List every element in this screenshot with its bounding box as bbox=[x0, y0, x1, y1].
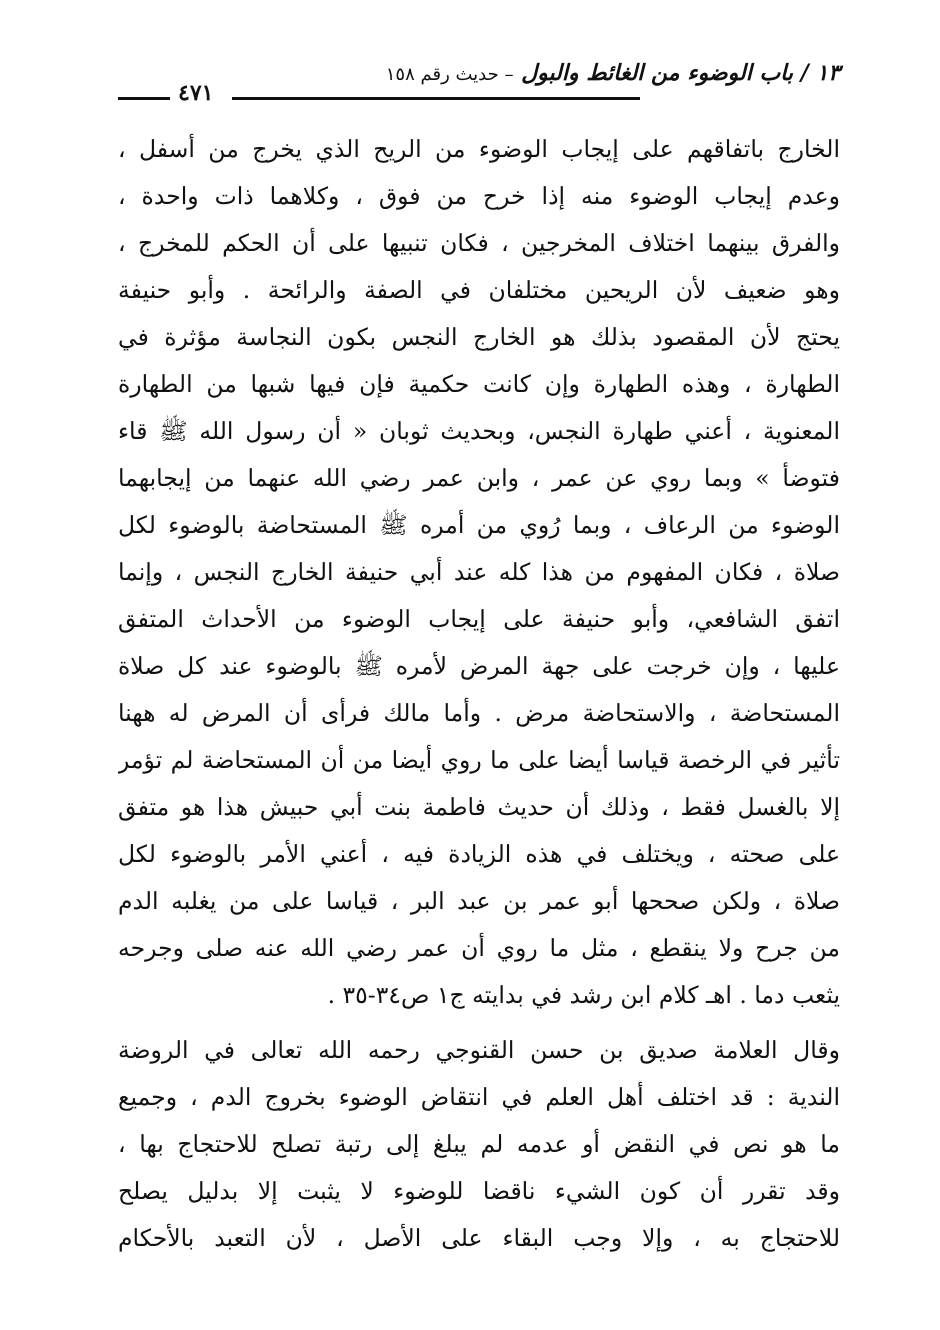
text-line: صلاة ، فكان المفهوم من هذا كله عند أبي حنيفة الخارج النجس ، وإنما bbox=[118, 558, 840, 586]
text-line: وقال العلامة صديق بن حسن القنوجي رحمه الله تعالى في الروضة bbox=[118, 1036, 840, 1064]
text-line: الخارج باتفاقهم على إيجاب الوضوء من الريح الذي يخرج من أسفل ، bbox=[118, 135, 840, 163]
running-header bbox=[118, 60, 840, 104]
text-line: وهو ضعيف لأن الريحين مختلفان في الصفة والرائحة . وأبو حنيفة bbox=[118, 276, 840, 304]
text-line: والفرق بينهما اختلاف المخرجين ، فكان تنبيها على أن الحكم للمخرج ، bbox=[118, 229, 840, 257]
text-line: اتفق الشافعي، وأبو حنيفة على إيجاب الوضوء من الأحداث المتفق bbox=[118, 605, 840, 633]
text-line: الندية : قد اختلف أهل العلم في انتقاض الوضوء بخروج الدم ، وجميع bbox=[118, 1083, 840, 1111]
text-line: فتوضأ » وبما روي عن عمر ، وابن عمر رضي الله عنهما من إيجابهما bbox=[118, 464, 840, 492]
text-line: صلاة ، ولكن صححها أبو عمر بن عبد البر ، قياسا على من يغلبه الدم bbox=[118, 887, 840, 915]
text-line: الوضوء من الرعاف ، وبما رُوي من أمره ﷺ المستحاضة بالوضوء لكل bbox=[118, 511, 840, 539]
paragraph bbox=[118, 126, 840, 1019]
page-number: ٤٧١ bbox=[178, 80, 214, 106]
text-line: على صحته ، ويختلف في هذه الزيادة فيه ، أعني الأمر بالوضوء لكل bbox=[118, 840, 840, 868]
text-line: عليها ، وإن خرجت على جهة المرض لأمره ﷺ بالوضوء عند كل صلاة bbox=[118, 652, 840, 680]
text-line: وعدم إيجاب الوضوء منه إذا خرح من فوق ، وكلاهما ذات واحدة ، bbox=[118, 182, 840, 210]
paragraph bbox=[118, 1027, 840, 1262]
text-line: يثعب دما . اهـ كلام ابن رشد في بدايته ج١ ص٣٤-٣٥ . bbox=[327, 981, 840, 1009]
text-line: تأثير في الرخصة قياسا أيضا على ما روي أيضا من أن المستحاضة لم تؤمر bbox=[118, 746, 840, 774]
page-body bbox=[118, 126, 840, 1262]
text-line: ما هو نص في النقض أو عدمه لم يبلغ إلى رتبة تصلح للاحتجاج بها ، bbox=[118, 1130, 840, 1158]
text-line: يحتج لأن المقصود بذلك هو الخارج النجس بكون النجاسة مؤثرة في bbox=[118, 323, 840, 351]
header-rule bbox=[232, 97, 640, 100]
text-line: إلا بالغسل فقط ، وذلك أن حديث فاطمة بنت أبي حبيش هذا هو متفق bbox=[118, 793, 840, 821]
chapter-title-text: ١٣ / باب الوضوء من الغائط والبول bbox=[521, 60, 840, 86]
text-line: الطهارة ، وهذه الطهارة وإن كانت حكمية فإن فيها شبها من الطهارة bbox=[118, 370, 840, 398]
paragraph-gap bbox=[118, 1019, 840, 1027]
header-rule-end bbox=[118, 97, 170, 100]
text-line: المستحاضة ، والاستحاضة مرض . وأما مالك فرأى أن المرض له ههنا bbox=[118, 699, 840, 727]
text-line: للاحتجاج به ، وإلا وجب البقاء على الأصل ، لأن التعبد بالأحكام bbox=[118, 1224, 840, 1252]
text-line: من جرح ولا ينقطع ، مثل ما روي أن عمر رضي الله عنه صلى وجرحه bbox=[118, 934, 840, 962]
chapter-title bbox=[386, 60, 840, 86]
text-line: وقد تقرر أن كون الشيء ناقضا للوضوء لا يثبت إلا بدليل يصلح bbox=[118, 1177, 840, 1205]
hadith-number: – حديث رقم ١٥٨ bbox=[385, 64, 514, 85]
text-line: المعنوية ، أعني طهارة النجس، وبحديث ثوبان « أن رسول الله ﷺ قاء bbox=[118, 417, 840, 445]
